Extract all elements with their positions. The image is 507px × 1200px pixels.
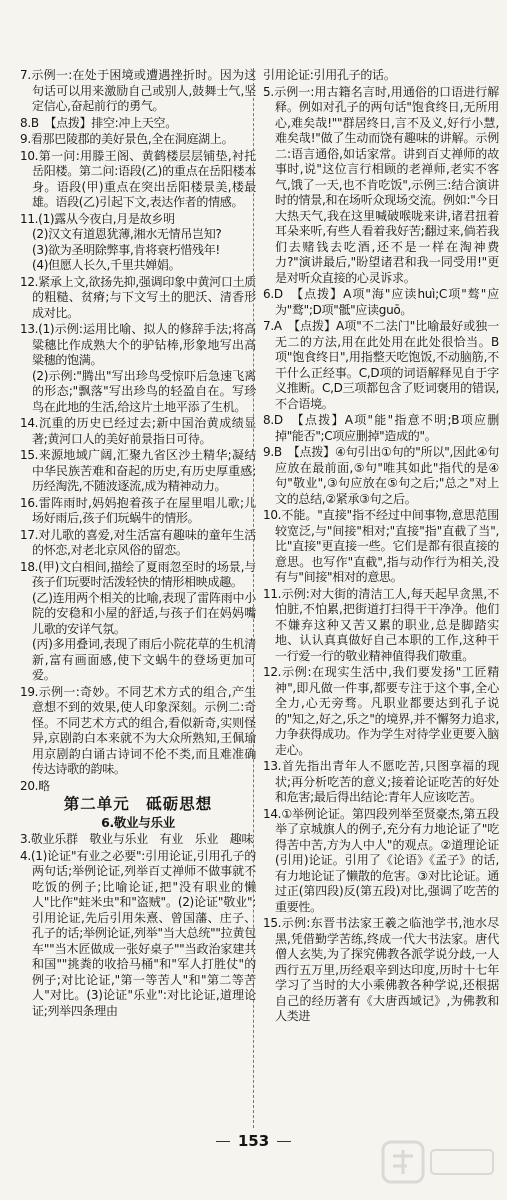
answer-item: 9.看那巴陵郡的美好景色,全在洞庭湖上。 (20, 132, 234, 146)
answer-item: 11.示例:对大街的清洁工人,每天起早贪黑,不怕脏,不怕累,把街道打扫得干干净净。他们不嫌弃这种又苦又累的职业,总是脚踏实地、认认真真做好自己本职的工作,这种干一行爱一行的敬业精神值得我们敬重。 (263, 586, 499, 663)
answer-item: 18.(甲)文白相间,描绘了夏雨忽至时的场景,与孩子们玩要时活泼轻快的情形相映成趣。 (乙)连用两个相关的比喻,表现了雷阵雨中小院的安稳和小屋的舒适,与孩子们在妈妈嘴儿歌的安详气氛。 (丙)多用叠词,表现了雨后小院花草的生机清新,富有画面感,使下文蜗牛的登场更加可爱。 (20, 559, 256, 682)
page-number-text: 153 (237, 1132, 270, 1150)
answer-item: 8.B 【点拨】排空:冲上天空。 (20, 115, 177, 130)
left-column (20, 68, 256, 1020)
answer-item: 6.D 【点拨】A项"海"应读huì;C项"骜"应为"鹜";D项"骶"应读guō。 (263, 287, 499, 317)
answer-item: 17.对儿歌的喜爱,对生活富有趣味的童年生活的怀恋,对老北京风俗的留恋。 (20, 527, 256, 557)
answer-item: 10.不能。"直接"指不经过中间事物,意思范围较宽泛,与"间接"相对;"直接"指"直截了当",比"直接"更直接一些。它们是都有很直接的意思。也写作"直截",指与动作行为相关,没有与"间接"相对的意思。 (263, 508, 499, 584)
answer-item: 12.紧承上文,欲扬先抑,强调印象中黄河口土质的粗糙、贫瘠;与下文写土的肥沃、清香形成对比。 (20, 274, 256, 320)
answer-item: 4.(1)论证"有业之必要":引用论证,引用孔子的两句话;举例论证,列举百丈禅师不做事就不吃饭的例子;比喻论证,把"没有职业的懒人"比作"蛀米虫"和"盗贼"。(2)论证"敬业":引用论证,先后引用朱熹、曾国藩、庄子、孔子的话;举例论证,列举"当大总统""拉黄包车""当木匠做成一张好桌子""当政治家建共和国""挑粪的收拾马桶"和"军人打胜仗"的例子;对比论证,"第一等苦人"和"第二等苦人"对比。(3)论证"乐业":对比论证,道理论证;列举四条理由 (20, 848, 256, 1018)
answer-item: 20.略 (20, 778, 50, 793)
answer-item: 15.示例:东晋书法家王羲之临池学书,池水尽黑,凭借勤学苦练,终成一代大书法家。唐代僧人玄奘,为了探究佛教各派学说分歧,一人西行五万里,历经艰辛到达印度,历时十七年学习了当时的大小乘佛教各种学说,还根据自己的经历著有《大唐西域记》,为佛教和人类进 (263, 916, 499, 1023)
answer-item: 19.示例一:奇妙。不同艺术方式的组合,产生意想不到的效果,使人印象深刻。示例二:奇怪。不同艺术方式的组合,看似新奇,实则怪异,京剧韵白本来就不为大众所熟知,王佩瑜用京剧韵白诵古诗词不伦不类,而且难准确传达诗歌的韵味。 (20, 684, 256, 776)
answer-item: 13.首先指出青年人不愿吃苦,只图享福的现状;再分析吃苦的意义;接着论证吃苦的好处和危害;最后得出结论:青年人应该吃苦。 (263, 759, 499, 804)
lesson-title: 6.敬业与乐业 (101, 814, 175, 830)
answer-item: 16.雷阵雨时,妈妈抱着孩子在屋里唱儿歌;儿场好雨后,孩子们玩蜗牛的情形。 (20, 495, 256, 525)
unit-title: 第二单元 砥砺思想 (63, 795, 213, 813)
page-number-dash-left (216, 1141, 230, 1142)
answer-item: 3.敬业乐群 敬业与乐业 有业 乐业 趣味 (20, 832, 254, 846)
answer-item: 9.B 【点拨】④句引出①句的"所以",因此④句应放在最前面,⑤句"唯其如此"指代的是④句"敬业",③句应放在⑤句之后;"总之"对上文的总结,②紧承③句之后。 (263, 445, 499, 506)
answer-item: 13.(1)示例:运用比喻、拟人的修辞手法;将高粱穗比作成熟大个的驴钻棒,形象地写出高粱穗的饱满。 (2)示例:"腾出"写出珍鸟受惊吓后急速飞离的形态;"飘落"写出珍鸟的轻盈自在。写珍鸟在此地的生活,给这片土地平添了生机。 (20, 322, 256, 414)
answer-item: 引用论证:引用孔子的话。 (263, 68, 396, 82)
answer-item: 10.第一问:用滕王阁、黄鹤楼层层铺垫,衬托岳阳楼。第二问:语段(乙)的重点在岳阳楼本身。语段(甲)重点在突出岳阳楼景美,楼最雄。语段(乙)引起下文,表达作者的情感。 (20, 148, 256, 209)
column-divider (253, 68, 254, 1128)
answer-item: 15.来源地域广阔,汇聚九省区沙土精华;凝结中华民族苦难和奋起的历史,有历史厚重感;历经淘洗,不随波逐流,成为精神动力。 (20, 448, 256, 493)
answer-item: 8.D 【点拨】A项"能"指意不明;B项应删掉"能否";C项应删掉"造成的"。 (263, 413, 499, 443)
answer-item: 11.(1)露从今夜白,月是故乡明 (2)汉文有道恩犹薄,湘水无情吊岂知? (3)欲为圣明除弊事,肯将衰朽惜残年! (4)但愿人长久,千里共婵娟。 (20, 211, 222, 272)
page-number-dash-right (277, 1141, 291, 1142)
answer-item: 5.示例一:用古籍名言时,用通俗的口语进行解释。例如对孔子的两句话"饱食终日,无所用心,难矣哉!""群居终日,言不及义,好行小慧,难矣哉!"做了生动而饶有趣味的讲解。示例二:语言通俗,如话家常。讲到百丈禅师的故事时,说"这位言行相顾的老禅师,老实不客气,饿了一天,也不肯吃饭",示例三:结合演讲时的情景,和在场听众现场交流。例如:"今日大热天气,我在这里喊破喉咙来讲,诸君扭着耳朵来听,有些人看着我好苦;翻过来,倘若我们去赌钱去吃酒,还不是一样在淘神费力?"演讲最后,"盼望诸君和我一同受用!"更是对听众直接的心灵诉求。 (263, 84, 499, 285)
answer-item: 14.①举例论证。第四段列举至贤豪杰,第五段举了京城旗人的例子,充分有力地论证了"吃得苦中苦,方为人中人"的观点。②道理论证(引用)论证。引用了《论语》《孟子》的话,有力地论证了懒散的危害。③对比论证。通过正(第四段)反(第五段)对比,强调了吃苦的重要性。 (263, 806, 499, 914)
answer-item: 14.沉重的历史已经过去;新中国治黄成绩显著;黄河口人的美好前景指日可待。 (20, 416, 256, 446)
right-column (263, 68, 499, 1026)
watermark-logo-icon (379, 1136, 499, 1192)
answer-item: 7.A 【点拨】A项"不二法门"比喻最好或独一无二的方法,用在此处用在此处很恰当。B项"饱食终日",用指整天吃饱饭,不动脑筋,不干什么正经事。C,D项的词语解释见自于字义推断。C,D三项都包含了贬词褒用的错误,不合语境。 (263, 319, 499, 411)
answer-item: 12.示例:在现实生活中,我们要发扬"工匠精神",即凡做一件事,都要专注于这个事,全心全力,心无旁骛。凡职业都要达到孔子说的"知之,好之,乐之"的境界,并不懈努力追求,力争获得成功。作为学生对待学业更要入脑走心。 (263, 665, 499, 757)
answer-item: 7.示例一:在处于困境或遭遇挫折时。因为这句话可以用来激励自己或别人,鼓舞士气,坚定信心,奋起前行的勇气。 (20, 68, 256, 113)
